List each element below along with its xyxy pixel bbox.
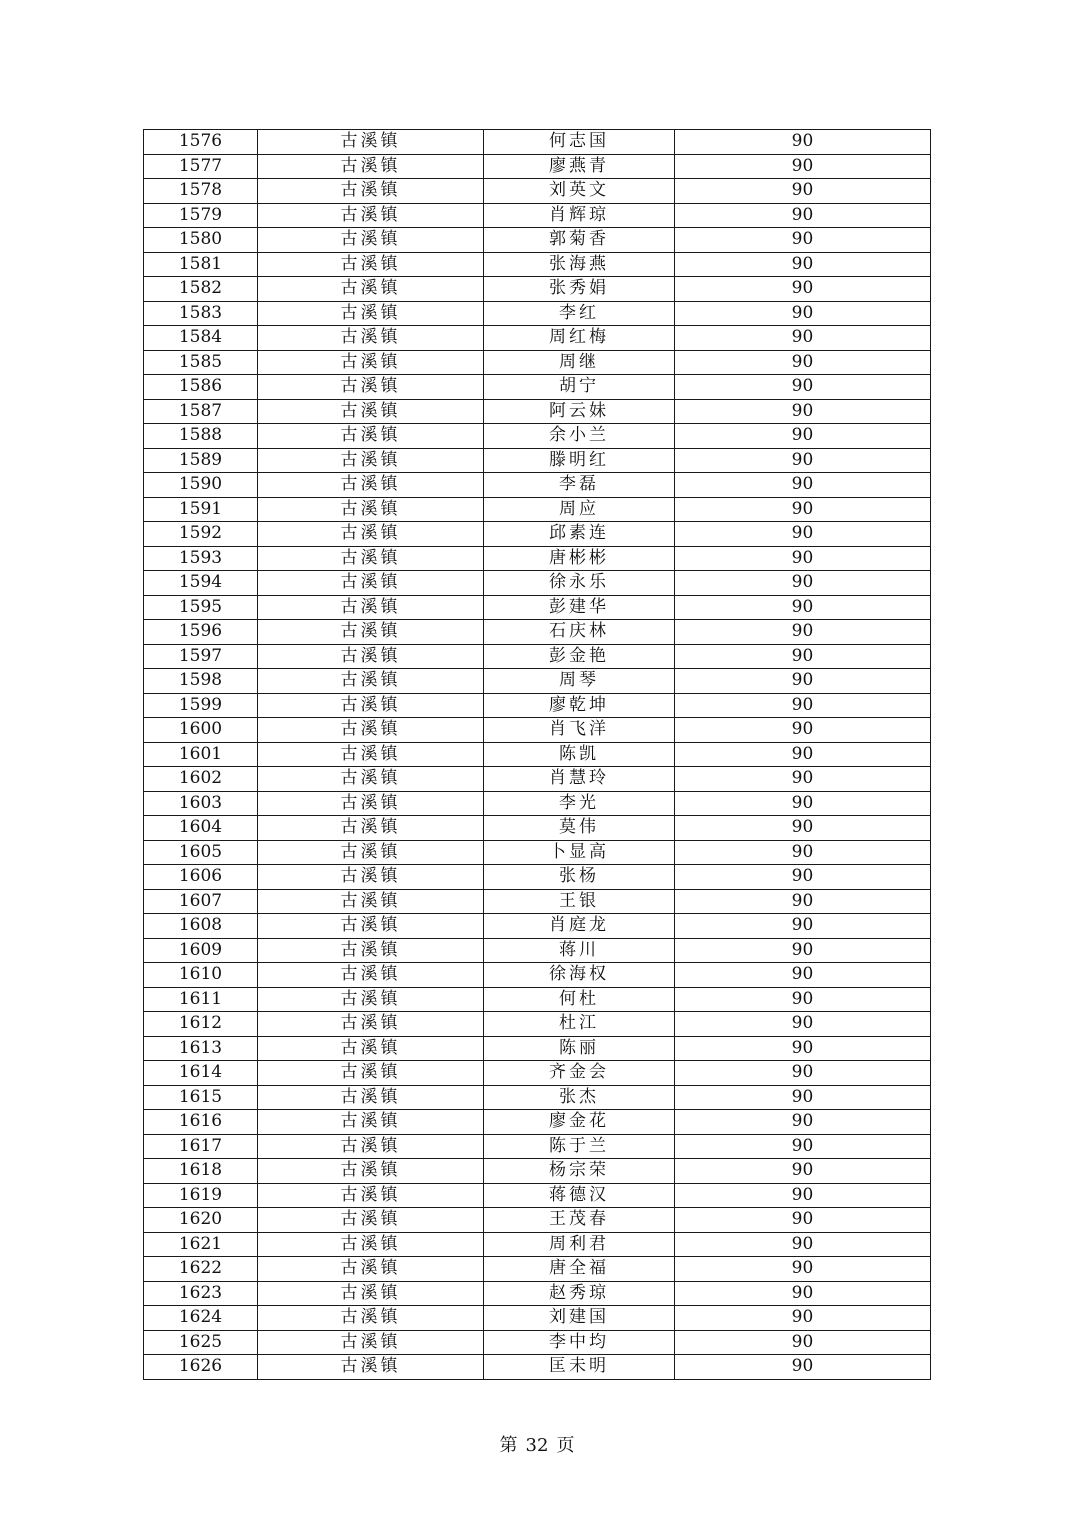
score-cell: 90 [675,228,931,253]
table-row [144,375,931,400]
town-cell: 古溪镇 [258,424,484,449]
town-cell: 古溪镇 [258,963,484,988]
town-cell: 古溪镇 [258,816,484,841]
table-row [144,816,931,841]
row-number-cell: 1611 [144,987,258,1012]
table-row [144,179,931,204]
town-cell: 古溪镇 [258,571,484,596]
name-cell: 胡宁 [484,375,675,400]
row-number-cell: 1595 [144,595,258,620]
town-cell: 古溪镇 [258,938,484,963]
row-number-cell: 1622 [144,1257,258,1282]
row-number-cell: 1621 [144,1232,258,1257]
score-cell: 90 [675,791,931,816]
town-cell: 古溪镇 [258,1061,484,1086]
table-row [144,987,931,1012]
score-cell: 90 [675,179,931,204]
table-row [144,1183,931,1208]
name-cell: 肖庭龙 [484,914,675,939]
row-number-cell: 1590 [144,473,258,498]
table-row [144,1085,931,1110]
name-cell: 匡未明 [484,1355,675,1380]
row-number-cell: 1617 [144,1134,258,1159]
name-cell: 肖慧玲 [484,767,675,792]
records-table-body [144,130,931,1380]
town-cell: 古溪镇 [258,693,484,718]
name-cell: 肖辉琼 [484,203,675,228]
table-row [144,252,931,277]
table-row [144,742,931,767]
row-number-cell: 1582 [144,277,258,302]
table-row [144,669,931,694]
row-number-cell: 1587 [144,399,258,424]
town-cell: 古溪镇 [258,742,484,767]
town-cell: 古溪镇 [258,767,484,792]
score-cell: 90 [675,1257,931,1282]
table-row [144,1330,931,1355]
table-row [144,350,931,375]
table-row [144,840,931,865]
name-cell: 彭建华 [484,595,675,620]
score-cell: 90 [675,1281,931,1306]
row-number-cell: 1606 [144,865,258,890]
row-number-cell: 1588 [144,424,258,449]
name-cell: 张杰 [484,1085,675,1110]
score-cell: 90 [675,399,931,424]
row-number-cell: 1580 [144,228,258,253]
town-cell: 古溪镇 [258,1330,484,1355]
name-cell: 郭菊香 [484,228,675,253]
row-number-cell: 1603 [144,791,258,816]
row-number-cell: 1583 [144,301,258,326]
table-row [144,154,931,179]
footer-prefix: 第 [499,1435,518,1456]
score-cell: 90 [675,1134,931,1159]
table-row [144,277,931,302]
score-cell: 90 [675,767,931,792]
table-row [144,399,931,424]
score-cell: 90 [675,816,931,841]
score-cell: 90 [675,301,931,326]
row-number-cell: 1607 [144,889,258,914]
name-cell: 张杨 [484,865,675,890]
name-cell: 徐海权 [484,963,675,988]
name-cell: 杨宗荣 [484,1159,675,1184]
name-cell: 赵秀琼 [484,1281,675,1306]
row-number-cell: 1619 [144,1183,258,1208]
score-cell: 90 [675,203,931,228]
table-row [144,1159,931,1184]
town-cell: 古溪镇 [258,914,484,939]
town-cell: 古溪镇 [258,1281,484,1306]
table-row [144,1012,931,1037]
table-row [144,1208,931,1233]
score-cell: 90 [675,865,931,890]
name-cell: 阿云妹 [484,399,675,424]
score-cell: 90 [675,718,931,743]
records-table [143,129,931,1380]
table-row [144,1110,931,1135]
name-cell: 何杜 [484,987,675,1012]
table-row [144,448,931,473]
score-cell: 90 [675,693,931,718]
table-row [144,963,931,988]
name-cell: 蒋德汉 [484,1183,675,1208]
town-cell: 古溪镇 [258,1183,484,1208]
name-cell: 唐彬彬 [484,546,675,571]
row-number-cell: 1605 [144,840,258,865]
table-row [144,228,931,253]
table-row [144,203,931,228]
footer-suffix: 页 [556,1435,575,1456]
name-cell: 周琴 [484,669,675,694]
town-cell: 古溪镇 [258,252,484,277]
name-cell: 李光 [484,791,675,816]
row-number-cell: 1592 [144,522,258,547]
score-cell: 90 [675,424,931,449]
score-cell: 90 [675,620,931,645]
table-row [144,1257,931,1282]
table-row [144,1134,931,1159]
town-cell: 古溪镇 [258,154,484,179]
name-cell: 周继 [484,350,675,375]
row-number-cell: 1578 [144,179,258,204]
row-number-cell: 1623 [144,1281,258,1306]
name-cell: 周红梅 [484,326,675,351]
town-cell: 古溪镇 [258,497,484,522]
score-cell: 90 [675,840,931,865]
name-cell: 唐全福 [484,1257,675,1282]
name-cell: 廖金花 [484,1110,675,1135]
score-cell: 90 [675,375,931,400]
row-number-cell: 1589 [144,448,258,473]
row-number-cell: 1586 [144,375,258,400]
row-number-cell: 1626 [144,1355,258,1380]
town-cell: 古溪镇 [258,669,484,694]
row-number-cell: 1625 [144,1330,258,1355]
score-cell: 90 [675,644,931,669]
score-cell: 90 [675,963,931,988]
row-number-cell: 1594 [144,571,258,596]
town-cell: 古溪镇 [258,987,484,1012]
row-number-cell: 1612 [144,1012,258,1037]
row-number-cell: 1577 [144,154,258,179]
score-cell: 90 [675,497,931,522]
row-number-cell: 1618 [144,1159,258,1184]
score-cell: 90 [675,889,931,914]
table-row [144,1306,931,1331]
row-number-cell: 1591 [144,497,258,522]
row-number-cell: 1599 [144,693,258,718]
row-number-cell: 1613 [144,1036,258,1061]
row-number-cell: 1576 [144,130,258,155]
table-row [144,938,931,963]
score-cell: 90 [675,326,931,351]
table-row [144,693,931,718]
table-row [144,130,931,155]
row-number-cell: 1602 [144,767,258,792]
town-cell: 古溪镇 [258,448,484,473]
name-cell: 李中均 [484,1330,675,1355]
table-row [144,767,931,792]
score-cell: 90 [675,1330,931,1355]
town-cell: 古溪镇 [258,130,484,155]
row-number-cell: 1585 [144,350,258,375]
town-cell: 古溪镇 [258,277,484,302]
name-cell: 齐金会 [484,1061,675,1086]
score-cell: 90 [675,1012,931,1037]
town-cell: 古溪镇 [258,301,484,326]
score-cell: 90 [675,742,931,767]
score-cell: 90 [675,914,931,939]
score-cell: 90 [675,1232,931,1257]
row-number-cell: 1598 [144,669,258,694]
table-row [144,791,931,816]
town-cell: 古溪镇 [258,326,484,351]
town-cell: 古溪镇 [258,1036,484,1061]
table-row [144,644,931,669]
name-cell: 刘建国 [484,1306,675,1331]
name-cell: 滕明红 [484,448,675,473]
name-cell: 陈凯 [484,742,675,767]
row-number-cell: 1615 [144,1085,258,1110]
score-cell: 90 [675,448,931,473]
name-cell: 李红 [484,301,675,326]
table-row [144,522,931,547]
table-row [144,546,931,571]
score-cell: 90 [675,473,931,498]
table-row [144,1036,931,1061]
row-number-cell: 1610 [144,963,258,988]
table-row [144,1232,931,1257]
name-cell: 李磊 [484,473,675,498]
town-cell: 古溪镇 [258,375,484,400]
row-number-cell: 1584 [144,326,258,351]
score-cell: 90 [675,669,931,694]
name-cell: 王银 [484,889,675,914]
score-cell: 90 [675,1306,931,1331]
town-cell: 古溪镇 [258,1208,484,1233]
name-cell: 石庆林 [484,620,675,645]
name-cell: 卜显高 [484,840,675,865]
name-cell: 周应 [484,497,675,522]
name-cell: 徐永乐 [484,571,675,596]
score-cell: 90 [675,595,931,620]
score-cell: 90 [675,522,931,547]
town-cell: 古溪镇 [258,179,484,204]
name-cell: 周利君 [484,1232,675,1257]
town-cell: 古溪镇 [258,644,484,669]
town-cell: 古溪镇 [258,1159,484,1184]
name-cell: 肖飞洋 [484,718,675,743]
score-cell: 90 [675,571,931,596]
row-number-cell: 1597 [144,644,258,669]
row-number-cell: 1616 [144,1110,258,1135]
town-cell: 古溪镇 [258,1134,484,1159]
score-cell: 90 [675,154,931,179]
score-cell: 90 [675,277,931,302]
town-cell: 古溪镇 [258,399,484,424]
name-cell: 何志国 [484,130,675,155]
town-cell: 古溪镇 [258,1012,484,1037]
table-row [144,301,931,326]
table-row [144,889,931,914]
row-number-cell: 1608 [144,914,258,939]
score-cell: 90 [675,1355,931,1380]
town-cell: 古溪镇 [258,1085,484,1110]
table-row [144,571,931,596]
score-cell: 90 [675,938,931,963]
town-cell: 古溪镇 [258,595,484,620]
page-number: 32 [525,1435,549,1456]
name-cell: 张海燕 [484,252,675,277]
score-cell: 90 [675,1183,931,1208]
name-cell: 廖乾坤 [484,693,675,718]
table-row [144,1061,931,1086]
row-number-cell: 1579 [144,203,258,228]
name-cell: 陈于兰 [484,1134,675,1159]
town-cell: 古溪镇 [258,1306,484,1331]
table-row [144,497,931,522]
name-cell: 莫伟 [484,816,675,841]
score-cell: 90 [675,987,931,1012]
name-cell: 杜江 [484,1012,675,1037]
town-cell: 古溪镇 [258,865,484,890]
name-cell: 蒋川 [484,938,675,963]
town-cell: 古溪镇 [258,620,484,645]
town-cell: 古溪镇 [258,546,484,571]
town-cell: 古溪镇 [258,889,484,914]
table-row [144,326,931,351]
row-number-cell: 1596 [144,620,258,645]
table-row [144,914,931,939]
row-number-cell: 1593 [144,546,258,571]
score-cell: 90 [675,1110,931,1135]
town-cell: 古溪镇 [258,1257,484,1282]
name-cell: 廖燕青 [484,154,675,179]
table-row [144,424,931,449]
name-cell: 刘英文 [484,179,675,204]
name-cell: 邱素连 [484,522,675,547]
row-number-cell: 1581 [144,252,258,277]
score-cell: 90 [675,1061,931,1086]
page-footer [0,1431,1074,1457]
table-row [144,1281,931,1306]
row-number-cell: 1620 [144,1208,258,1233]
row-number-cell: 1604 [144,816,258,841]
name-cell: 张秀娟 [484,277,675,302]
town-cell: 古溪镇 [258,1232,484,1257]
row-number-cell: 1624 [144,1306,258,1331]
score-cell: 90 [675,546,931,571]
row-number-cell: 1601 [144,742,258,767]
town-cell: 古溪镇 [258,791,484,816]
town-cell: 古溪镇 [258,228,484,253]
table-row [144,1355,931,1380]
name-cell: 余小兰 [484,424,675,449]
score-cell: 90 [675,252,931,277]
row-number-cell: 1614 [144,1061,258,1086]
table-row [144,473,931,498]
score-cell: 90 [675,1036,931,1061]
town-cell: 古溪镇 [258,1355,484,1380]
town-cell: 古溪镇 [258,350,484,375]
score-cell: 90 [675,1159,931,1184]
name-cell: 陈丽 [484,1036,675,1061]
town-cell: 古溪镇 [258,473,484,498]
table-row [144,718,931,743]
table-row [144,620,931,645]
score-cell: 90 [675,1085,931,1110]
table-row [144,595,931,620]
town-cell: 古溪镇 [258,718,484,743]
town-cell: 古溪镇 [258,1110,484,1135]
score-cell: 90 [675,350,931,375]
score-cell: 90 [675,130,931,155]
name-cell: 彭金艳 [484,644,675,669]
town-cell: 古溪镇 [258,840,484,865]
row-number-cell: 1600 [144,718,258,743]
name-cell: 王茂春 [484,1208,675,1233]
town-cell: 古溪镇 [258,203,484,228]
town-cell: 古溪镇 [258,522,484,547]
score-cell: 90 [675,1208,931,1233]
row-number-cell: 1609 [144,938,258,963]
table-row [144,865,931,890]
